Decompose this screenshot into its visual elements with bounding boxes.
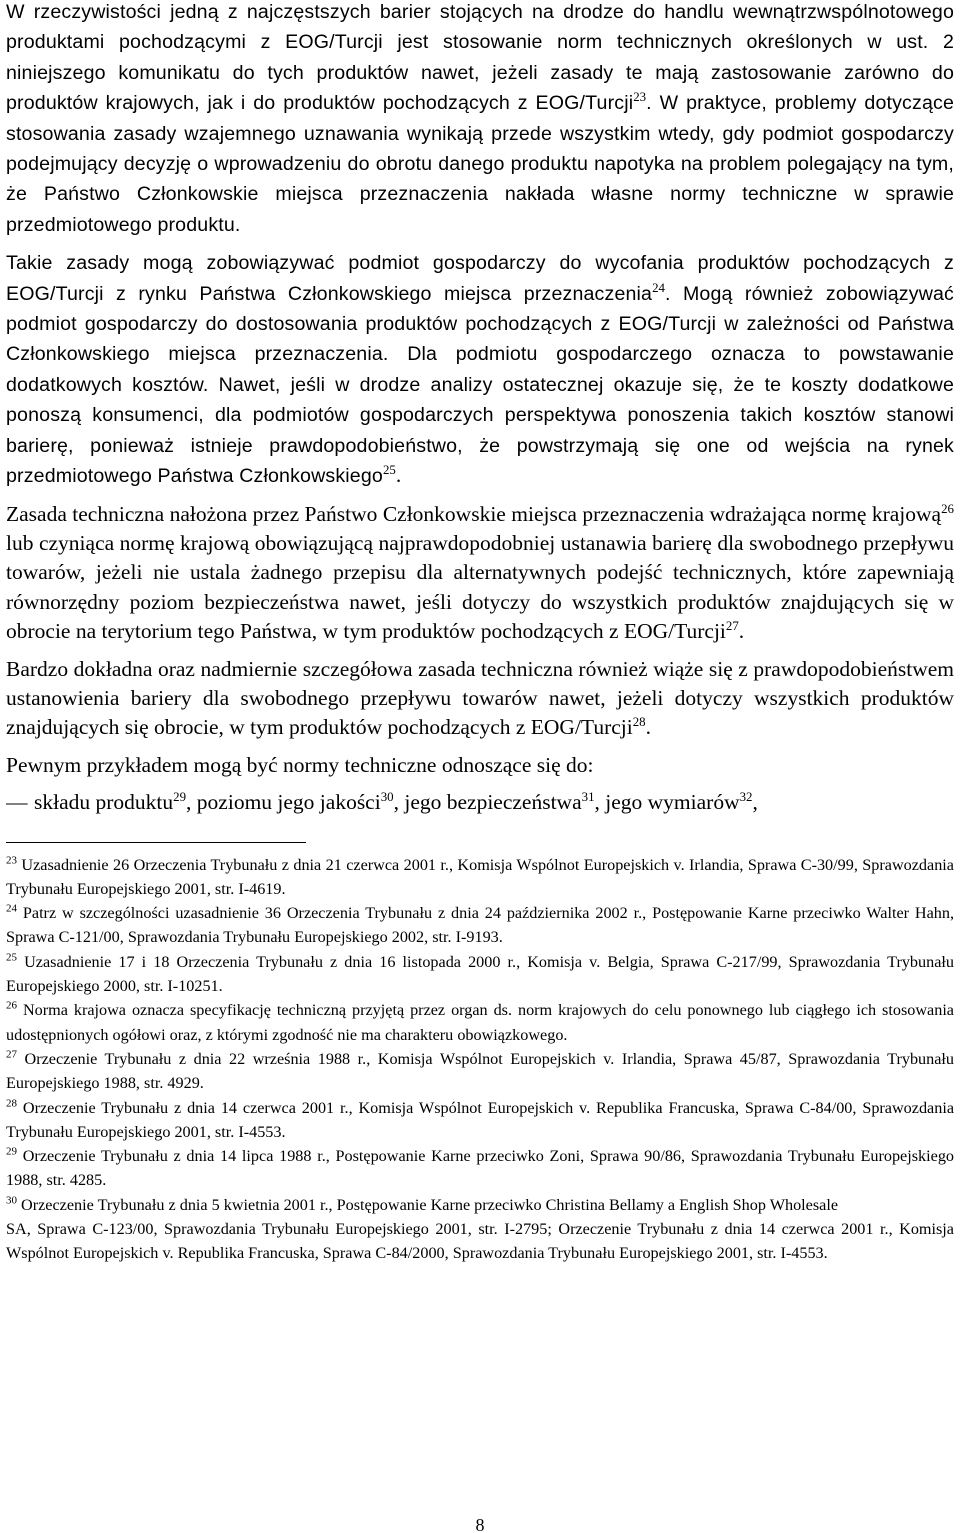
footnote-ref-29[interactable]: 29 bbox=[173, 790, 187, 804]
footnote-26 bbox=[6, 998, 954, 1047]
document-page bbox=[6, 0, 954, 1533]
footnote-30 bbox=[6, 1193, 954, 1217]
footnote-30-continued: SA, Sprawa C-123/00, Sprawozdania Trybunału Europejskiego 2001, str. I-2795; Orzeczenie Trybunału z dnia 14 czerwca 2001 r., Komisja Wspólnot Europejskich v. Republika Francuska, Sprawa C-84/2000, Sprawozdania Trybunału Europejskiego 2001, str. I-4553. bbox=[6, 1220, 954, 1263]
paragraph-2-text-a: Takie zasady mogą zobowiązywać podmiot gospodarczy do wycofania produktów pochodzących z EOG/Turcji z rynku Państwa Członkowskiego miejsca przeznaczenia bbox=[6, 252, 954, 305]
paragraph-3-text-a: Zasada techniczna nałożona przez Państwo Członkowskie miejsca przeznaczenia wdrażająca normę krajową bbox=[6, 501, 942, 526]
paragraph-2-text-c: . bbox=[395, 463, 402, 488]
footnote-text: Orzeczenie Trybunału z dnia 5 kwietnia 2001 r., Postępowanie Karne przeciwko Christina Bellamy a English Shop Wholesale bbox=[21, 1195, 839, 1214]
footnote-ref-28[interactable]: 28 bbox=[632, 715, 646, 730]
footnote-ref-25[interactable]: 25 bbox=[382, 462, 396, 477]
footnote-ref-27[interactable]: 27 bbox=[725, 618, 739, 633]
paragraph-4-text-a: Bardzo dokładna oraz nadmiernie szczegółowa zasada techniczna również wiąże się z prawdopodobieństwem ustanowienia bariery dla swobodnego przepływu towarów nawet, jeżeli dotyczy wszystkich produktów znajdujących się obrocie, w tym produktów pochodzących z EOG/Turcji bbox=[6, 656, 954, 740]
paragraph-4 bbox=[6, 655, 954, 743]
footnote-text: Orzeczenie Trybunału z dnia 22 września 1988 r., Komisja Wspólnot Europejskich v. Irlandia, Sprawa 45/87, Sprawozdania Trybunału Europejskiego 1988, str. 4929. bbox=[6, 1049, 954, 1093]
bullet-item bbox=[6, 788, 954, 817]
bullet-text-4: , jego wymiarów bbox=[594, 790, 740, 815]
footnote-text: Patrz w szczególności uzasadnienie 36 Orzeczenia Trybunału z dnia 24 października 2002 r., Postępowanie Karne przeciwko Walter Hahn, Sprawa C-121/00, Sprawozdania Trybunału Europejskiego 2002, str. I-9193. bbox=[6, 904, 954, 947]
footnote-number: 26 bbox=[6, 999, 17, 1012]
footnote-number: 27 bbox=[6, 1048, 17, 1061]
footnote-ref-31[interactable]: 31 bbox=[581, 790, 595, 804]
bullet-text-1: składu produktu bbox=[34, 790, 174, 815]
bullet-text-2: , poziomu jego jakości bbox=[186, 790, 381, 815]
footnote-ref-26[interactable]: 26 bbox=[941, 501, 954, 516]
paragraph-4-text-b: . bbox=[645, 715, 651, 740]
footnote-text: Orzeczenie Trybunału z dnia 14 lipca 1988 r., Postępowanie Karne przeciwko Zoni, Sprawa 90/86, Sprawozdania Trybunału Europejskiego 1988, str. 4285. bbox=[6, 1147, 954, 1190]
footnote-text: Orzeczenie Trybunału z dnia 14 czerwca 2001 r., Komisja Wspólnot Europejskich v. Republika Francuska, Sprawa C-84/00, Sprawozdania Trybunału Europejskiego 2001, str. I-4553. bbox=[6, 1098, 954, 1141]
paragraph-2 bbox=[6, 248, 954, 491]
footnote-ref-23[interactable]: 23 bbox=[633, 90, 647, 105]
paragraph-1-text-a: W rzeczywistości jedną z najczęstszych barier stojących na drodze do handlu wewnątrzwspólnotowego produktami pochodzącymi z EOG/Turcji jest stosowanie norm technicznych określonych w ust. 2 niniejszego komunikatu do tych produktów nawet, jeżeli zasady te mają zastosowanie zarówno do produktów krajowych, jak i do produktów pochodzących z EOG/Turcji bbox=[6, 1, 954, 115]
paragraph-3-text-b: lub czyniąca normę krajową obowiązującą najprawdopodobniej ustanawia barierę dla swobodnego przepływu towarów, jeżeli nie ustala żadnego przepisu dla alternatywnych podejść technicznych, które zapewniają równorzędny poziom bezpieczeństwa nawet, jeśli dotyczy do wszystkich produktów znajdujących się w obrocie na terytorium tego Państwa, w tym produktów pochodzących z EOG/Turcji bbox=[6, 530, 954, 644]
footnote-ref-24[interactable]: 24 bbox=[652, 280, 665, 295]
paragraph-1 bbox=[6, 0, 954, 240]
footnote-24 bbox=[6, 901, 954, 950]
footnote-number: 30 bbox=[6, 1194, 17, 1207]
page-number: 8 bbox=[475, 1515, 485, 1533]
footnote-text: Norma krajowa oznacza specyfikację techniczną przyjętą przez organ ds. norm krajowych do celu ponownego lub ciągłego ich stosowania udostępnionych ogółowi oraz, z którymi zgodność nie ma charakteru obowiązkowego. bbox=[6, 1001, 954, 1044]
bullet-text-5: , bbox=[752, 790, 758, 815]
footnote-number: 24 bbox=[6, 902, 17, 915]
footnote-number: 29 bbox=[6, 1145, 17, 1158]
paragraph-2-text-b: . Mogą również zobowiązywać podmiot gospodarczy do dostosowania produktów pochodzących z EOG/Turcji w zależności od Państwa Członkowskiego miejsca przeznaczenia. Dla podmiotu gospodarczego oznacza to powstawanie dodatkowych kosztów. Nawet, jeśli w drodze analizy ostatecznej okazuje się, że te koszty dodatkowe ponoszą konsumenci, dla podmiotów gospodarczych perspektywa ponoszenia takich kosztów stanowi barierę, ponieważ istnieje prawdopodobieństwo, że powstrzymają się one od wejścia na rynek przedmiotowego Państwa Członkowskiego bbox=[6, 282, 954, 488]
bullet-dash: — bbox=[6, 790, 28, 815]
footnote-number: 25 bbox=[6, 951, 17, 964]
footnote-separator bbox=[6, 842, 306, 843]
footnotes bbox=[6, 853, 954, 1266]
footnote-ref-32[interactable]: 32 bbox=[739, 790, 753, 804]
footnote-number: 28 bbox=[6, 1097, 17, 1110]
footnote-number: 23 bbox=[6, 854, 17, 867]
paragraph-1-text-b: . W praktyce, problemy dotyczące stosowania zasady wzajemnego uznawania wynikają przede wszystkim wtedy, gdy podmiot gospodarczy podejmujący decyzję o wprowadzeniu do obrotu danego produktu napotyka na problem polegający na tym, że Państwo Członkowskie miejsca przeznaczenia nakłada własne normy techniczne w sprawie przedmiotowego produktu. bbox=[6, 92, 954, 236]
paragraph-3 bbox=[6, 500, 954, 647]
footnote-text: Uzasadnienie 17 i 18 Orzeczenia Trybunału z dnia 16 listopada 2000 r., Komisja v. Belgia, Sprawa C-217/99, Sprawozdania Trybunału Europejskiego 2000, str. I-10251. bbox=[6, 952, 954, 996]
paragraph-3-text-c: . bbox=[738, 619, 745, 644]
paragraph-5: Pewnym przykładem mogą być normy techniczne odnoszące się do: bbox=[6, 752, 594, 777]
footnote-28 bbox=[6, 1096, 954, 1145]
footnote-27 bbox=[6, 1047, 954, 1096]
footnote-ref-30[interactable]: 30 bbox=[380, 790, 394, 804]
bullet-text-3: , jego bezpieczeństwa bbox=[393, 790, 582, 815]
footnote-29 bbox=[6, 1144, 954, 1193]
footnote-text: Uzasadnienie 26 Orzeczenia Trybunału z dnia 21 czerwca 2001 r., Komisja Wspólnot Europejskich v. Irlandia, Sprawa C-30/99, Sprawozdania Trybunału Europejskiego 2001, str. I-4619. bbox=[6, 855, 954, 898]
footnote-25 bbox=[6, 950, 954, 999]
footnote-23 bbox=[6, 853, 954, 902]
